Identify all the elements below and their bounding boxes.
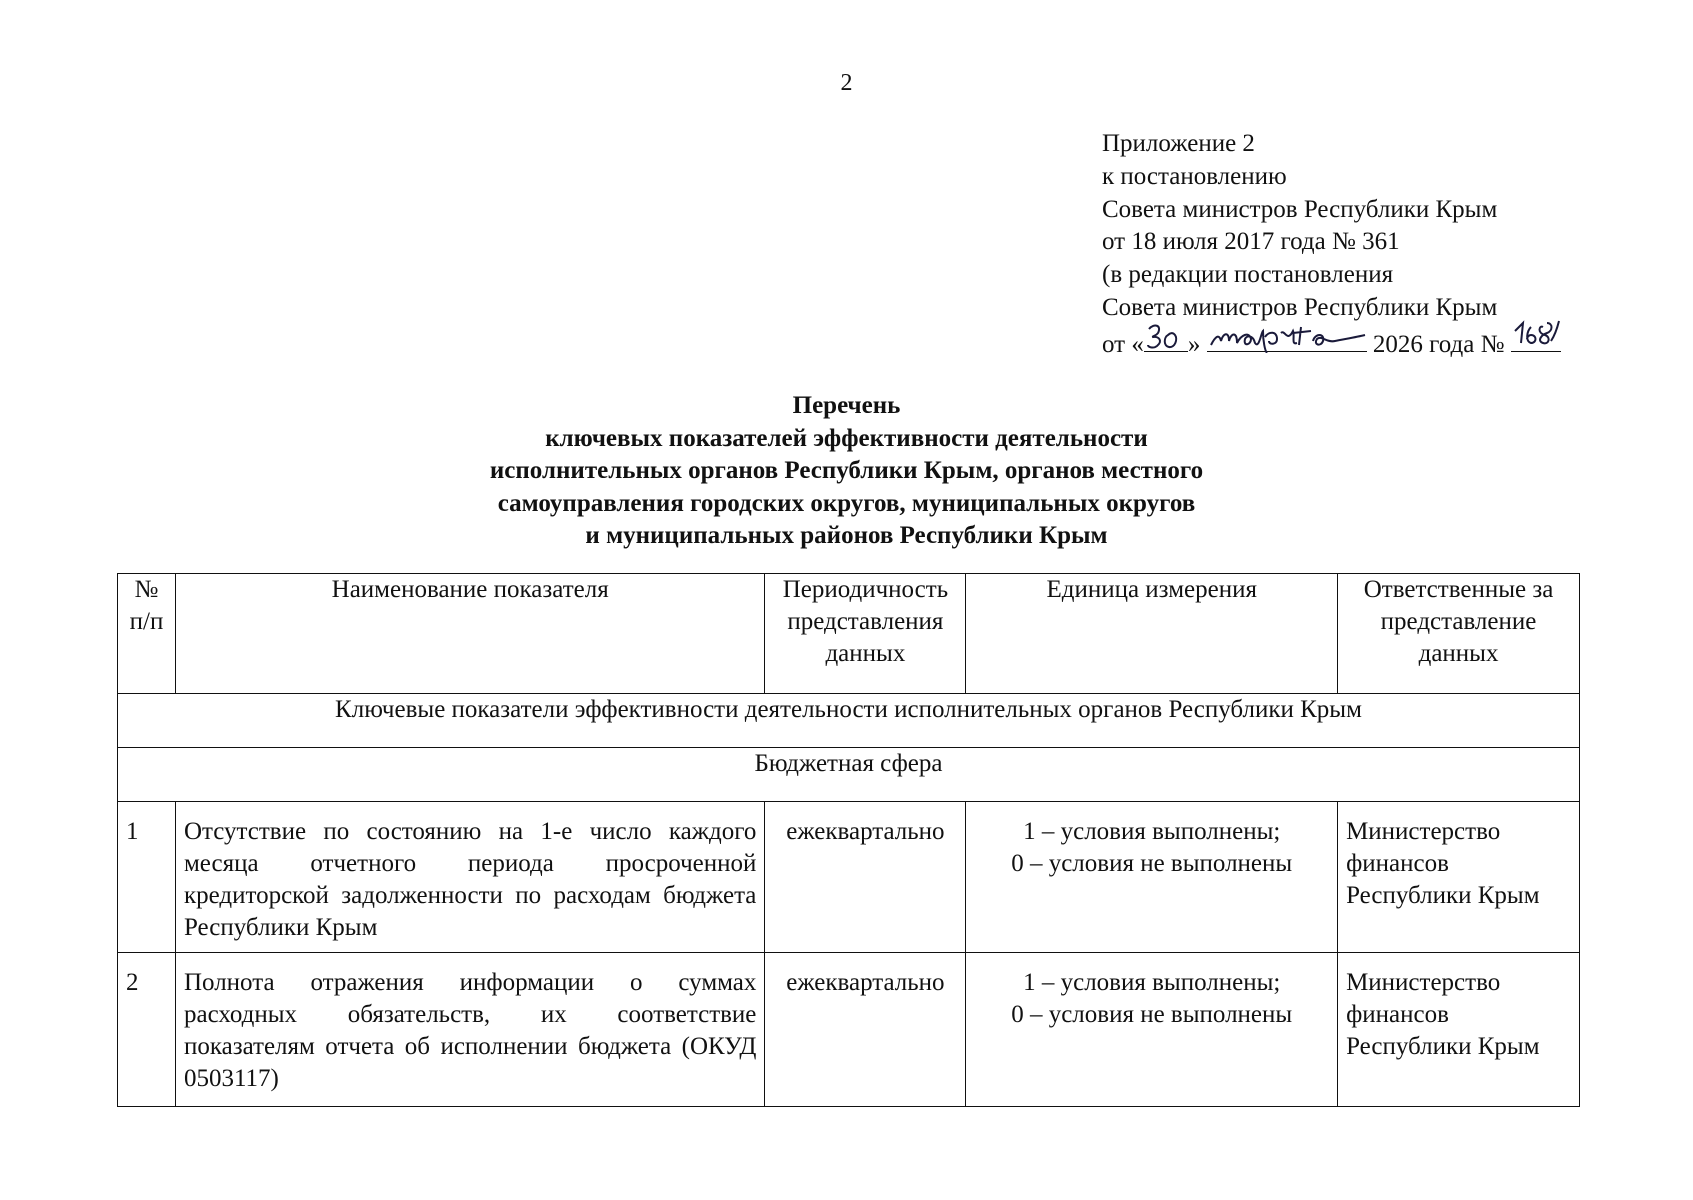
appendix-line: Совета министров Республики Крым [1102,293,1498,321]
appendix-line: к постановлению [1102,162,1287,190]
handwritten-month-signature [1207,319,1367,353]
date-year-text: 2026 года № [1372,330,1505,358]
title-line: и муниципальных районов Республики Крым [585,522,1108,549]
title-line: ключевых показателей эффективности деятельности [545,424,1148,452]
row-unit [966,953,1338,1107]
row-unit [966,802,1338,953]
row-unit-line: 1 – условия выполнены; [1023,818,1281,845]
handwritten-month [1207,325,1367,352]
row-num: 1 [118,802,176,953]
table-row [118,802,1580,953]
row-responsible: Министерство финансов Республики Крым [1338,802,1580,953]
page-number: 2 [840,70,853,96]
indicators-table [117,573,1580,1107]
header-unit: Единица измерения [966,574,1338,694]
subsection-title: Бюджетная сфера [118,748,1580,802]
row-unit-line: 1 – условия выполнены; [1023,969,1281,996]
handwritten-number-signature [1511,317,1561,353]
header-responsible: Ответственные за представление данных [1338,574,1580,694]
handwritten-day [1144,325,1188,352]
row-unit-line: 0 – условия не выполнены [1011,850,1293,877]
handwritten-day-signature [1144,321,1188,353]
appendix-block [1102,128,1561,362]
title-line: исполнительных органов Республики Крым, органов местного [489,457,1204,484]
appendix-line: Приложение 2 [1102,130,1255,157]
row-name: Отсутствие по состоянию на 1-е число каждого месяца отчетного периода просроченной кредиторской задолженности по расходам бюджета Республики Крым [175,802,764,953]
title-line: самоуправления городских округов, муниципальных округов [497,489,1196,517]
row-responsible: Министерство финансов Республики Крым [1338,953,1580,1107]
row-period: ежеквартально [765,953,966,1107]
row-unit-line: 0 – условия не выполнены [1011,1001,1293,1028]
section-title: Ключевые показатели эффективности деятельности исполнительных органов Республики Крым [118,694,1580,748]
table-header-row [118,574,1580,694]
header-num: № п/п [118,574,176,694]
section-row [118,694,1580,748]
document-title [0,390,1693,553]
appendix-line: от 18 июля 2017 года № 361 [1102,228,1400,256]
row-name: Полнота отражения информации о суммах расходных обязательств, их соответствие показателям отчета об исполнении бюджета (ОКУД 0503117) [175,953,764,1107]
appendix-date-line [1102,325,1561,362]
header-period: Периодичность представления данных [765,574,966,694]
header-name: Наименование показателя [175,574,764,694]
handwritten-number [1511,325,1561,352]
date-day-close: » [1187,330,1201,358]
row-num: 2 [118,953,176,1107]
appendix-line: (в редакции постановления [1102,261,1394,289]
date-prefix: от « [1102,330,1144,358]
table-row [118,953,1580,1107]
appendix-line: Совета министров Республики Крым [1102,195,1498,223]
title-line: Перечень [792,392,901,419]
subsection-row [118,748,1580,802]
row-period: ежеквартально [765,802,966,953]
